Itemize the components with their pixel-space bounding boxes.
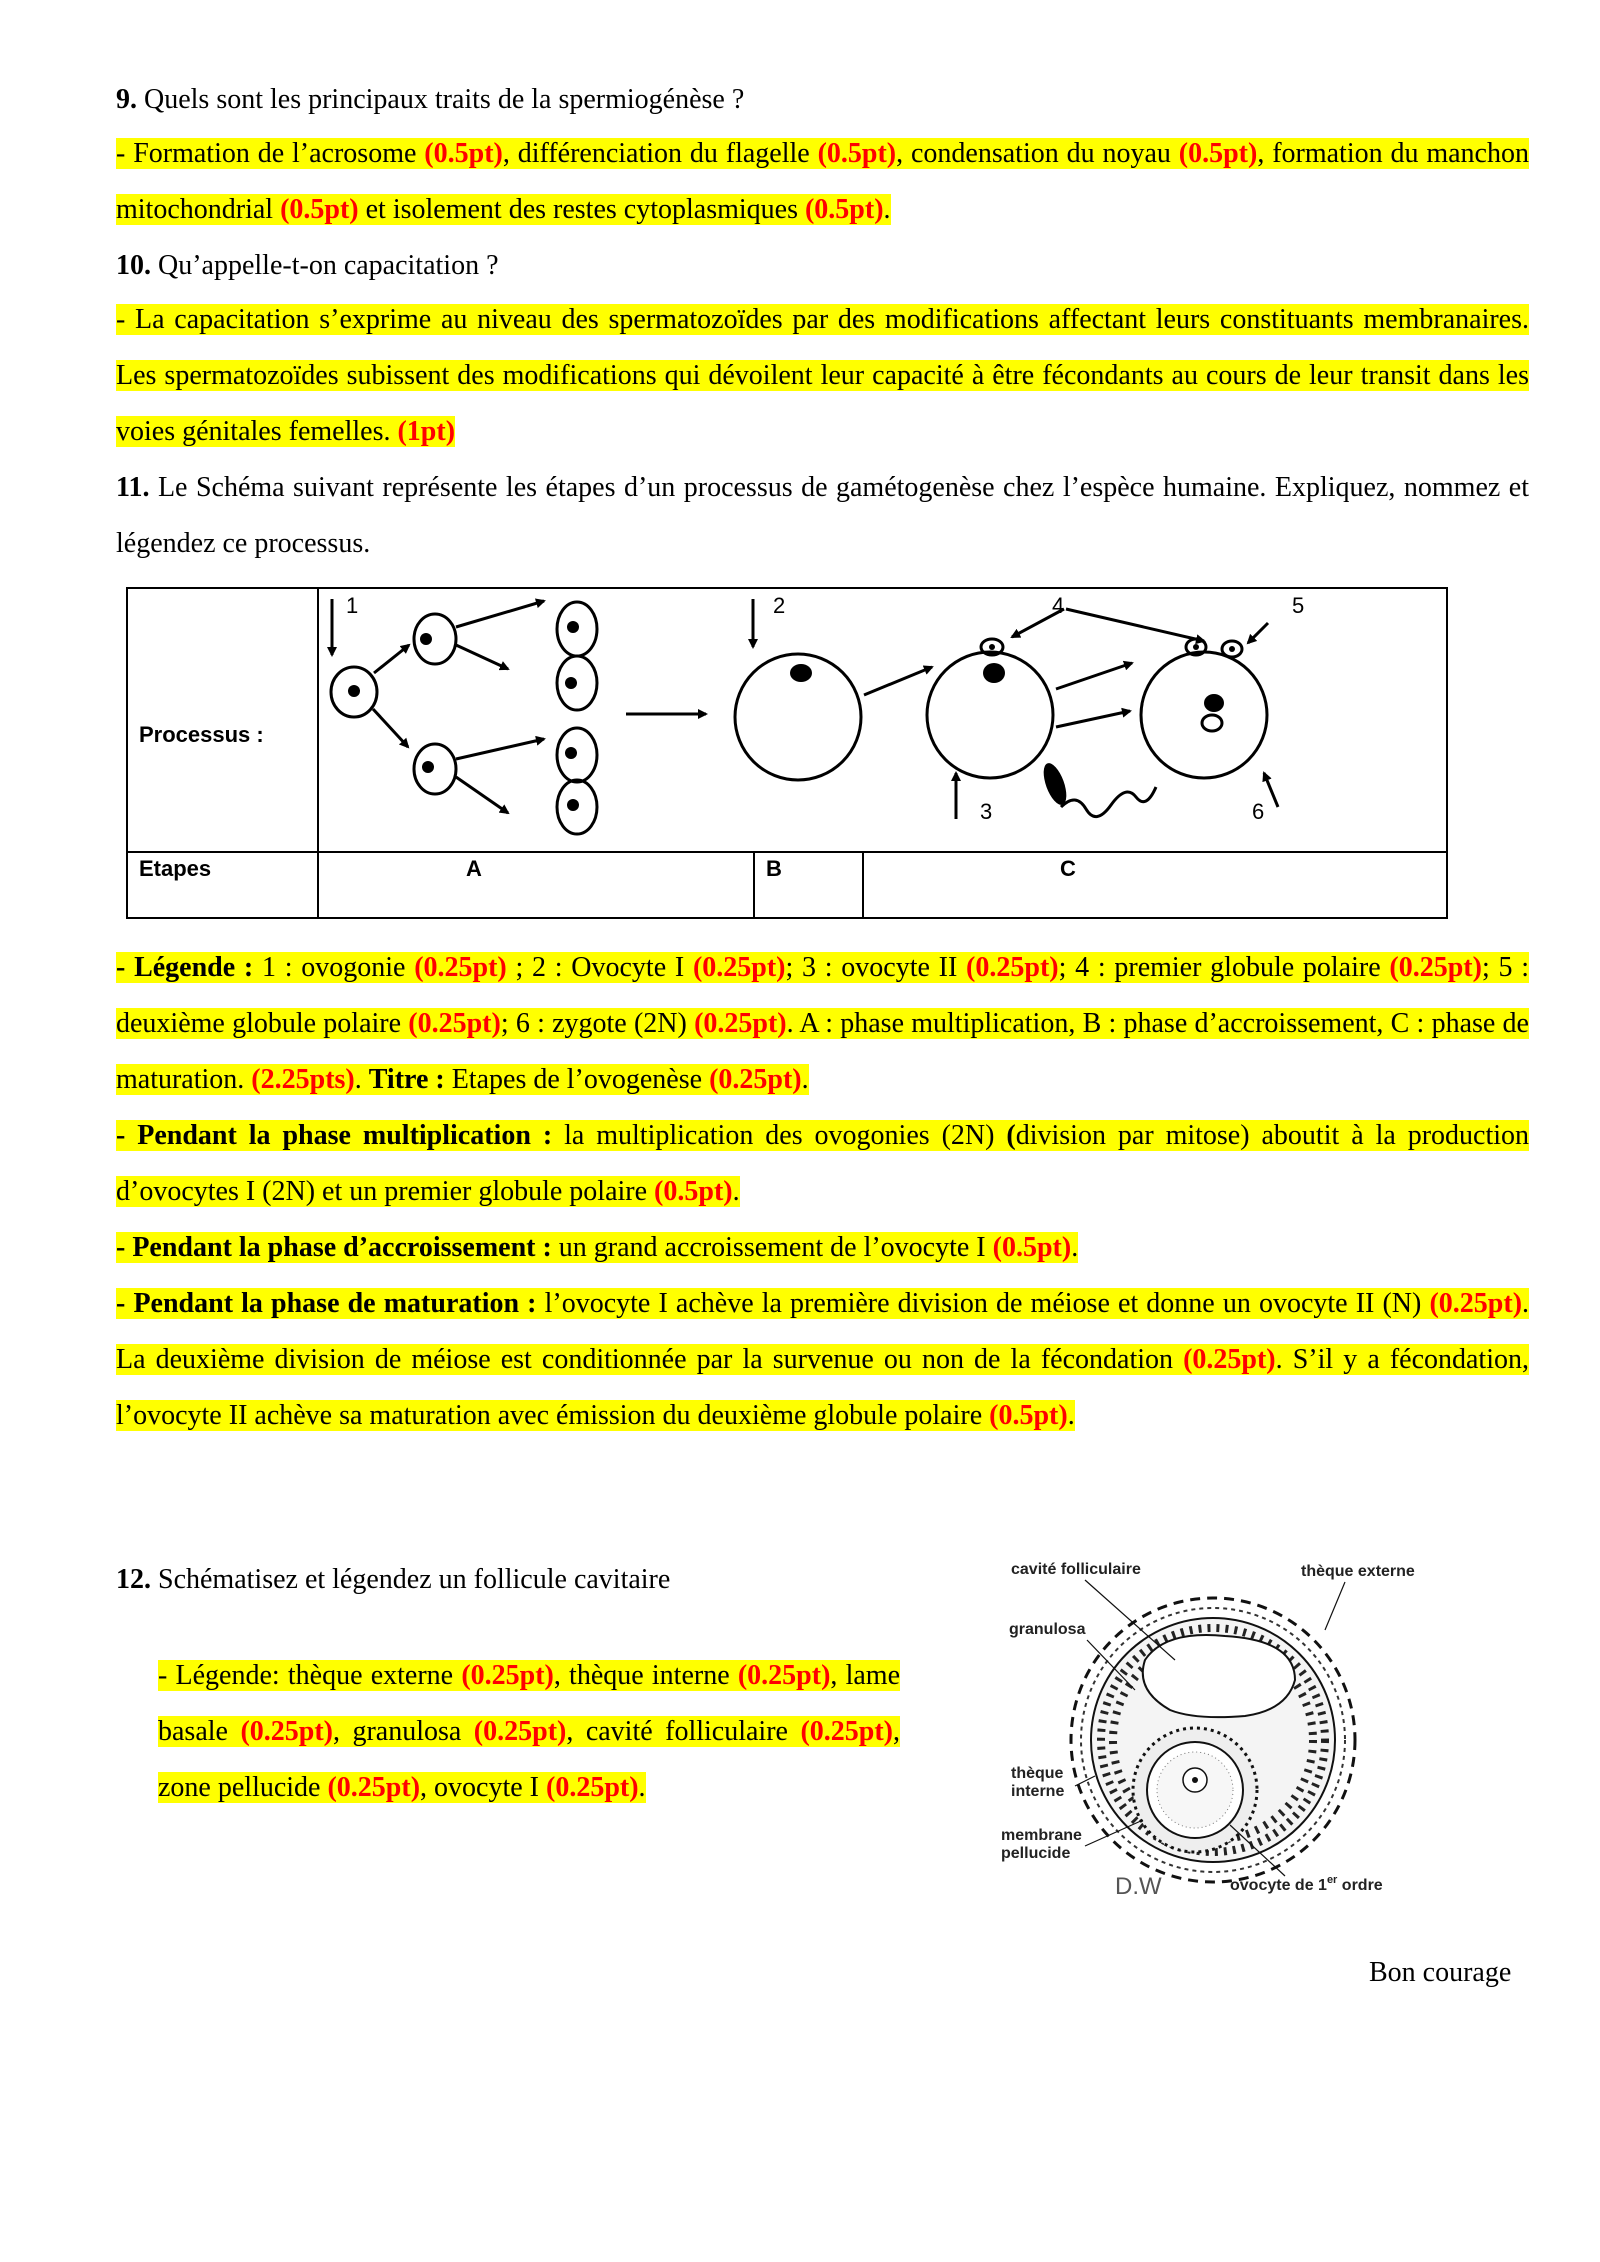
text-run: , cavité folliculaire	[566, 1716, 801, 1747]
points-value: (0.5pt)	[280, 194, 359, 225]
points-value: (0.25pt)	[473, 1716, 567, 1747]
points-value: (0.5pt)	[989, 1400, 1068, 1431]
points-value: (0.25pt)	[1429, 1288, 1523, 1319]
question-11	[116, 460, 1529, 572]
text-run: ; 3 : ovocyte II	[785, 952, 967, 983]
bold-text: - Pendant la phase multiplication :	[116, 1120, 553, 1151]
text-run: un grand accroissement de l’ovocyte I	[551, 1232, 993, 1263]
text-run: .	[801, 1064, 809, 1095]
question-number: 9.	[116, 84, 137, 115]
text-run: ; 5 : deuxième globule polaire	[116, 952, 1529, 1039]
text-run: Etapes de l’ovogenèse	[444, 1064, 710, 1095]
points-value: (0.5pt)	[817, 138, 897, 169]
stage-b: B	[766, 856, 782, 881]
points-value: (0.5pt)	[992, 1232, 1072, 1263]
points-value: (0.5pt)	[804, 194, 884, 225]
question-text: Le Schéma suivant représente les étapes d’un processus de gamétogenèse chez l’espèce humaine. Expliquez, nommez et légendez ce processus.	[116, 472, 1529, 559]
answer-11-legend	[116, 940, 1529, 1108]
text-run: - Formation de l’acrosome	[116, 138, 425, 169]
sperm-head	[1039, 760, 1071, 808]
bold-text: - Pendant la phase de maturation :	[116, 1288, 537, 1319]
points-value: (0.25pt)	[1183, 1344, 1276, 1375]
closing-text: Bon courage	[1369, 1957, 1512, 1988]
label-pellucide: pellucide	[1001, 1845, 1071, 1862]
text-run: , condensation du noyau	[896, 138, 1179, 169]
points-value: (0.25pt)	[414, 952, 507, 983]
question-text: Schématisez et légendez un follicule cavitaire	[151, 1564, 671, 1595]
points-value: (0.25pt)	[1389, 952, 1482, 983]
question-number: 11.	[116, 472, 150, 503]
label-6: 6	[1252, 799, 1265, 824]
stage-a: A	[466, 856, 482, 881]
text-run: - La capacitation s’exprime au niveau des spermatozoïdes par des modifications affectant leurs constituants membranaires. Les spermatozoïdes subissent des modifications qui dévoilent leur capacité à être fécondants au cours de leur transit dans les voies génitales femelles.	[116, 304, 1529, 447]
points-value: (0.25pt)	[694, 1008, 787, 1039]
text-run: l’ovocyte I achève la première division de méiose et donne un ovocyte II (N)	[536, 1288, 1430, 1319]
text-run: . La deuxième division de méiose est conditionnée par la survenue ou non de la fécondation	[116, 1288, 1530, 1375]
text-run: .	[732, 1176, 740, 1207]
bold-text: Titre :	[368, 1064, 445, 1095]
follicle-figure	[995, 1550, 1457, 1930]
label-granulosa: granulosa	[1009, 1621, 1086, 1638]
label-membrane: membrane	[1001, 1827, 1082, 1844]
points-value: (2.25pts)	[251, 1064, 355, 1095]
points-value: (1pt)	[397, 416, 456, 447]
oogenesis-diagram	[126, 587, 1448, 919]
points-value: (0.25pt)	[709, 1064, 802, 1095]
points-value: (0.25pt)	[546, 1772, 639, 1803]
text-run: 1 : ovogonie	[253, 952, 415, 983]
text-run: , lame basale	[158, 1660, 901, 1747]
text-run: , ovocyte I	[420, 1772, 546, 1803]
points-value: (0.5pt)	[1178, 138, 1258, 169]
text-run: . S’il y a fécondation, l’ovocyte II achève sa maturation avec émission du deuxième globule polaire	[116, 1344, 1529, 1431]
points-value: (0.25pt)	[692, 952, 786, 983]
question-12	[116, 1560, 670, 1600]
points-value: (0.25pt)	[408, 1008, 501, 1039]
text-run: , thèque interne	[553, 1660, 738, 1691]
text-run: .	[1071, 1232, 1079, 1263]
bold-text: (	[1006, 1120, 1016, 1151]
text-run: .	[1067, 1400, 1075, 1431]
text-run: la multiplication des ovogonies (2N)	[552, 1120, 1007, 1151]
points-value: (0.25pt)	[966, 952, 1059, 983]
points-value: (0.25pt)	[327, 1772, 421, 1803]
text-run: .	[883, 194, 891, 225]
answer-9	[116, 126, 1529, 238]
label-theque-interne: thèque	[1011, 1765, 1064, 1782]
question-text: Quels sont les principaux traits de la spermiogénèse ?	[137, 84, 745, 115]
text-run: , zone pellucide	[158, 1716, 900, 1803]
question-number: 10.	[116, 250, 151, 281]
text-run: ; 2 : Ovocyte I	[506, 952, 693, 983]
points-value: (0.25pt)	[240, 1716, 333, 1747]
text-run: et isolement des restes cytoplasmiques	[358, 194, 805, 225]
label-4: 4	[1052, 593, 1065, 618]
answer-11-phase-b	[116, 1220, 1529, 1276]
label-theque-interne-2: interne	[1011, 1783, 1065, 1800]
text-run: . A : phase multiplication, B : phase d’accroissement, C : phase de maturation.	[116, 1008, 1529, 1095]
answer-11-phase-c	[116, 1276, 1529, 1444]
process-label: Processus :	[139, 722, 264, 747]
question-10	[116, 246, 499, 286]
label-cavite: cavité folliculaire	[1011, 1561, 1141, 1578]
bold-text: - Pendant la phase d’accroissement :	[116, 1232, 552, 1263]
text-run: .	[354, 1064, 369, 1095]
label-1: 1	[346, 593, 359, 618]
signature: D.W	[1115, 1873, 1162, 1900]
answer-11-phase-a	[116, 1108, 1529, 1220]
label-theque-externe: thèque externe	[1301, 1563, 1415, 1580]
text-run: , granulosa	[332, 1716, 474, 1747]
label-2: 2	[773, 593, 786, 618]
answer-12	[158, 1648, 900, 1816]
stages-label: Etapes	[139, 856, 212, 881]
question-text: Qu’appelle-t-on capacitation ?	[151, 250, 499, 281]
zygote-cell	[1141, 652, 1267, 778]
question-9	[116, 80, 744, 120]
text-run: .	[638, 1772, 646, 1803]
stage-c: C	[1060, 856, 1076, 881]
answer-10	[116, 292, 1529, 460]
text-run: , différenciation du flagelle	[502, 138, 818, 169]
text-run: ; 4 : premier globule polaire	[1058, 952, 1390, 983]
label-3: 3	[980, 799, 993, 824]
label-ovocyte: ovocyte de 1er ordre	[1230, 1874, 1383, 1894]
points-value: (0.25pt)	[737, 1660, 831, 1691]
points-value: (0.25pt)	[461, 1660, 554, 1691]
text-run: - Légende: thèque externe	[158, 1660, 462, 1691]
points-value: (0.5pt)	[424, 138, 503, 169]
points-value: (0.5pt)	[654, 1176, 733, 1207]
label-5: 5	[1292, 593, 1305, 618]
text-run: , formation du manchon mitochondrial	[116, 138, 1529, 225]
question-number: 12.	[116, 1564, 151, 1595]
bold-text: - Légende :	[116, 952, 254, 983]
text-run: division par mitose) aboutit à la production d’ovocytes I (2N) et un premier globule polaire	[116, 1120, 1530, 1207]
text-run: ; 6 : zygote (2N)	[500, 1008, 695, 1039]
points-value: (0.25pt)	[800, 1716, 893, 1747]
diagram-frame	[127, 588, 1447, 918]
